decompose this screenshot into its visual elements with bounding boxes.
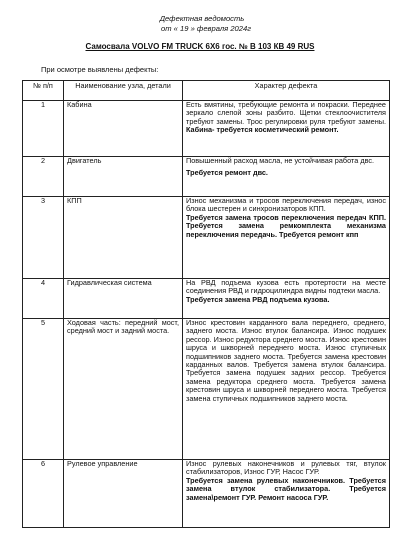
defects-table (22, 80, 390, 528)
table-header-row (23, 81, 390, 101)
table-row (23, 279, 390, 319)
defect-text: Есть вмятины, требующие ремонта и покраски. Переднее зеркало слепой зоны разбито. Щетки стеклоочистителя требуют замены. Трос регулировки руля требуют замены. (186, 100, 386, 126)
row-defect (183, 197, 390, 279)
row-unit-name: Рулевое управление (64, 460, 183, 528)
row-number: 3 (23, 197, 64, 279)
defect-conclusion: Требуется замена тросов переключения передач КПП. Требуется замена ремкомплекта механизма переключения передачь. Требуется ремонт кпп (186, 212, 386, 239)
document-title: Дефектная ведомость (159, 14, 245, 23)
row-defect (183, 319, 390, 460)
row-number: 5 (23, 319, 64, 460)
table-row (23, 101, 390, 157)
defect-text: Износ механизма и тросов переключения передач, износ блока шестерен и синхронизаторов КПП. (186, 196, 386, 214)
row-defect (183, 157, 390, 197)
row-unit-name: Ходовая часть: передний мост, средний мост и задний моста. (64, 319, 183, 460)
table-row (23, 460, 390, 528)
vehicle-title: Самосвала VOLVO FM TRUCK 6X6 гос. № В 103 КВ 49 RUS (85, 42, 315, 51)
row-number: 1 (23, 101, 64, 157)
col-header-num: № п/п (23, 81, 64, 101)
defect-conclusion: Требуется замена рулевых наконечников. Требуется замена втулок стабилизатора. Требуется замена\ремонт ГУР. Ремонт насоса ГУР. (186, 475, 386, 502)
row-number: 2 (23, 157, 64, 197)
defect-text: Повышенный расход масла, не устойчивая работа двс. (186, 156, 375, 165)
intro-text: При осмотре выявлены дефекты: (41, 65, 159, 74)
row-number: 6 (23, 460, 64, 528)
row-unit-name: Гидравлическая система (64, 279, 183, 319)
col-header-defect: Характер дефекта (183, 81, 390, 101)
col-header-name: Наименование узла, детали (64, 81, 183, 101)
row-number: 4 (23, 279, 64, 319)
row-defect (183, 279, 390, 319)
row-unit-name: КПП (64, 197, 183, 279)
defect-text: Износ крестовин карданного вала переднего, среднего, заднего моста. Износ втулок балансира. Износ подушек рессор. Износ редуктора среднего моста. Износ крестовин шруса и шкворней переднего моста. Износ ступичных подшипников заднего моста. Требуется замена крестовин карданных валов. Требуется замена втулок балансира. Требуется замена подушек задних рессор. Требуется замена редуктора среднего моста. Требуется замена крестовин шруса и шкворней переднего моста. Требуется замена ступичных подшипников заднего моста. (186, 318, 386, 403)
table-row (23, 157, 390, 197)
defect-conclusion: Требуется замена РВД подъема кузова. (186, 294, 330, 304)
row-defect (183, 101, 390, 157)
row-unit-name: Кабина (64, 101, 183, 157)
defect-conclusion: Кабина- требуется косметический ремонт. (186, 125, 339, 135)
table-row (23, 319, 390, 460)
row-defect (183, 460, 390, 528)
defect-conclusion: Требуется ремонт двс. (186, 168, 268, 178)
table-row (23, 197, 390, 279)
document-date: от « 19 » февраля 2024г (161, 24, 251, 33)
defect-text: Износ рулевых наконечников и рулевых тяг, втулок стабилизаторов, Износ ГУР, Насос ГУР. (186, 459, 386, 477)
row-unit-name: Двигатель (64, 157, 183, 197)
defect-text: На РВД подъема кузова есть протертости на месте соединения РВД и гидроцилиндра видны подтеки масла. (186, 278, 386, 296)
